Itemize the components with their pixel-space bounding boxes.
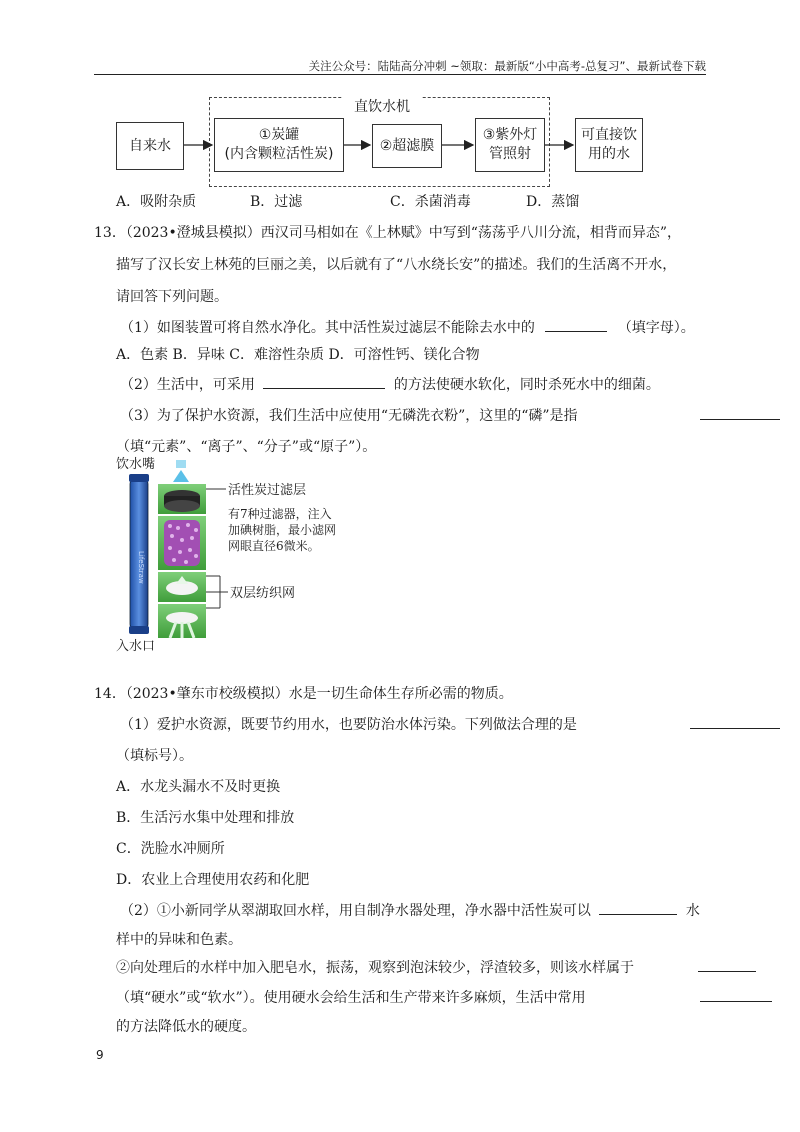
q14-part2-text3: ②向处理后的水样中加入肥皂水，振荡，观察到泡沫较少，浮渣较多，则该水样属于 (116, 960, 634, 976)
q14-part2-row4 (116, 987, 772, 1007)
q14-part2-line2: 样中的异味和色素。 (116, 932, 242, 948)
source-label: 自来水 (129, 137, 171, 154)
q14-part2-text4: （填“硬水”或“软水”）。使用硬水会给生活和生产带来许多麻烦，生活中常用 (116, 990, 586, 1006)
q14-option-b: B．生活污水集中处理和排放 (116, 810, 295, 826)
q14-part1-line1 (120, 714, 780, 734)
q14-part1-text: （1）爱护水资源，既要节约用水，也要防治水体污染。下列做法合理的是 (120, 717, 577, 733)
q14-part2-line5: 的方法降低水的硬度。 (116, 1019, 256, 1035)
page-number: 9 (96, 1048, 104, 1062)
q14-part1-blank[interactable] (690, 714, 780, 729)
q14-option-c: C．洗脸水冲厕所 (116, 841, 225, 857)
q12-option-a: A．吸附杂质 (116, 194, 197, 210)
q13-intro-line2: 描写了汉长安上林苑的巨丽之美，以后就有了“八水绕长安”的描述。我们的生活离不开水， (116, 257, 677, 273)
q12-option-b: B．过滤 (250, 194, 303, 210)
q13-part1-blank[interactable] (545, 317, 607, 332)
q14-part1-row (120, 714, 780, 734)
q13-part1-suffix: （填字母）。 (617, 320, 695, 336)
q13-part3-line2: （填“元素”、“离子”、“分子”或“原子”）。 (116, 439, 377, 455)
purifier-figure (116, 456, 376, 656)
tube-cap-bottom (129, 626, 149, 634)
q13-part2 (120, 374, 660, 394)
step3-line2: 管照射 (489, 146, 531, 162)
q14-part2-blank1[interactable] (599, 900, 677, 915)
tube-brand-text: LifeStraw (137, 551, 145, 584)
q13-intro-line3: 请回答下列问题。 (116, 289, 228, 305)
q14-option-a: A．水龙头漏水不及时更换 (116, 779, 281, 795)
output-line2: 用的水 (588, 146, 630, 162)
step2-label: ②超滤膜 (379, 137, 435, 154)
q13-part1-options: A．色素 B．异味 C．难溶性杂质 D．可溶性钙、镁化合物 (116, 347, 480, 363)
q13-part3-row (120, 405, 780, 425)
output-line1: 可直接饮 (581, 127, 637, 144)
q13-part3-text: （3）为了保护水资源，我们生活中应使用“无磷洗衣粉”，这里的“磷”是指 (120, 408, 578, 424)
q14-part2-line3 (116, 957, 756, 977)
q14-part1-line2: （填标号）。 (116, 748, 193, 764)
q13-part1 (120, 317, 695, 337)
label-bottom: 入水口 (116, 639, 156, 654)
label-carbon: 活性炭过滤层 (228, 483, 307, 498)
page-header: 关注公众号：陆陆高分冲刺 ~领取：最新版“小中高考-总复习”、最新试卷下载 (308, 59, 706, 73)
q14-part2-row3 (116, 957, 756, 977)
q14-part2-text: （2）①小新同学从翠湖取回水样，用自制净水器处理，净水器中活性炭可以 (120, 903, 591, 919)
q14-intro: 14．（2023•肇东市校级模拟）水是一切生命体生存所必需的物质。 (94, 686, 513, 702)
q14-option-d: D．农业上合理使用农药和化肥 (116, 872, 310, 888)
label-resin-3: 网眼直径6微米。 (228, 539, 320, 553)
step3-line1: ③紫外灯 (482, 127, 538, 144)
q14-part2-line4 (116, 987, 772, 1007)
q12-option-d: D．蒸馏 (526, 194, 580, 210)
label-top: 饮水嘴 (116, 457, 156, 472)
q14-part2-blank3[interactable] (700, 987, 772, 1002)
q13-part3-blank[interactable] (700, 405, 780, 420)
q12-option-c: C．杀菌消毒 (390, 194, 471, 210)
tube-cap-top (129, 474, 149, 482)
q13-part2-text: （2）生活中，可采用 (120, 377, 255, 393)
label-mesh: 双层纺织网 (230, 586, 296, 601)
purifier-illustration (116, 456, 376, 656)
q14-part2-blank2[interactable] (698, 957, 756, 972)
machine-title: 直饮水机 (342, 96, 422, 116)
outflow-arrow (173, 470, 189, 482)
q13-intro-line1: 13．（2023•澄城县模拟）西汉司马相如在《上林赋》中写到“荡荡乎八川分流，相背而异态”， (94, 225, 682, 241)
step1-line1: ①炭罐 (258, 127, 300, 144)
label-resin-1: 有7种过滤器，注入 (228, 507, 332, 521)
q13-part1-text: （1）如图装置可将自然水净化。其中活性炭过滤层不能除去水中的 (120, 320, 535, 336)
q14-part2-line1 (120, 900, 700, 920)
q13-part2-blank[interactable] (263, 374, 385, 389)
q13-part2-suffix: 的方法使硬水软化，同时杀死水中的细菌。 (393, 377, 660, 393)
q14-part2-suffix: 水 (685, 903, 700, 919)
step1-line2: (内含颗粒活性炭) (224, 146, 334, 162)
label-resin-2: 加碘树脂，最小滤网 (228, 523, 337, 537)
flowchart-arrows (0, 0, 800, 200)
q13-part3-line1 (120, 405, 780, 425)
